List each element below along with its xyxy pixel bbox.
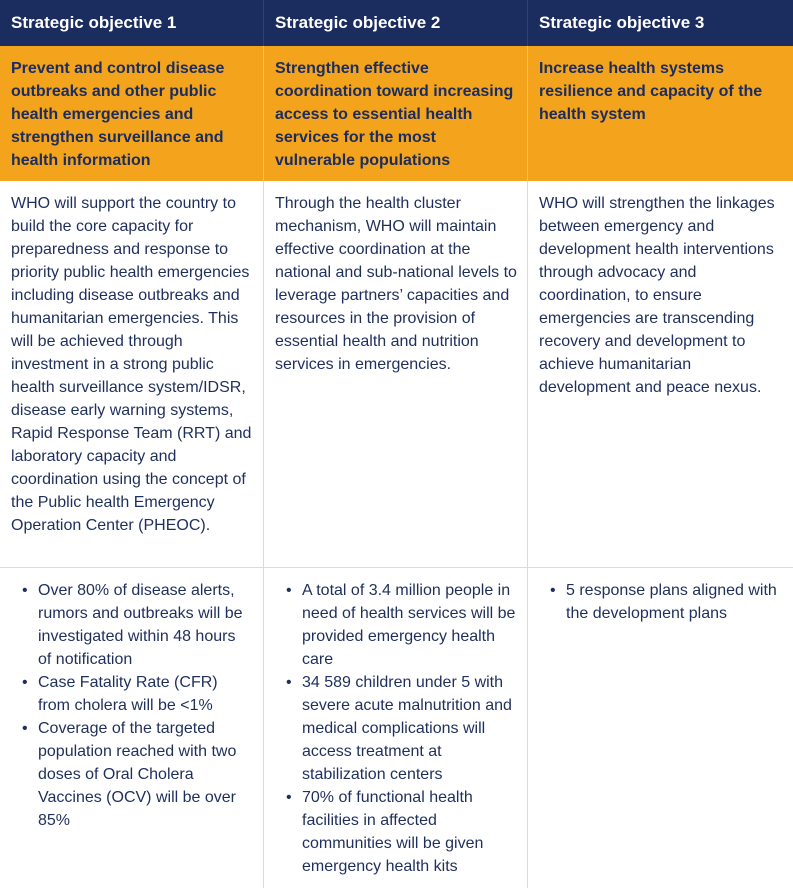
objective-1-target-list xyxy=(13,579,253,832)
bullet-icon: • xyxy=(550,582,556,599)
objective-3-heading: Strategic objective 3 xyxy=(528,0,793,46)
target-text: 34 589 children under 5 with severe acute malnutrition and medical complications will access treatment at stabilization centers xyxy=(302,674,512,783)
objective-2-target-list xyxy=(277,579,517,878)
list-item xyxy=(286,579,517,671)
list-item xyxy=(286,671,517,786)
bullet-icon: • xyxy=(22,674,28,691)
objective-3-target-list xyxy=(541,579,783,625)
objective-2-heading: Strategic objective 2 xyxy=(264,0,528,46)
target-text: 5 response plans aligned with the development plans xyxy=(566,582,777,622)
bullet-icon: • xyxy=(22,582,28,599)
target-text: Over 80% of disease alerts, rumors and outbreaks will be investigated within 48 hours of notification xyxy=(38,582,243,668)
bullet-icon: • xyxy=(286,674,292,691)
list-item xyxy=(22,671,253,717)
objective-1-targets xyxy=(0,568,264,888)
bullet-icon: • xyxy=(286,789,292,806)
target-text: A total of 3.4 million people in need of health services will be provided emergency health care xyxy=(302,582,516,668)
target-text: Case Fatality Rate (CFR) from cholera will be <1% xyxy=(38,674,218,714)
objective-1-goal: Prevent and control disease outbreaks and other public health emergencies and strengthen surveillance and health information xyxy=(0,46,264,181)
list-item xyxy=(22,579,253,671)
list-item xyxy=(550,579,783,625)
list-item xyxy=(286,786,517,878)
bullet-icon: • xyxy=(286,582,292,599)
objective-3-targets xyxy=(528,568,793,888)
objective-2-goal: Strengthen effective coordination toward increasing access to essential health services for the most vulnerable populations xyxy=(264,46,528,181)
objective-2-description: Through the health cluster mechanism, WHO will maintain effective coordination at the national and sub-national levels to leverage partners’ capacities and resources in the provision of essential health and nutrition services in emergencies. xyxy=(264,181,528,568)
list-item xyxy=(22,717,253,832)
bullet-icon: • xyxy=(22,720,28,737)
objective-2-targets xyxy=(264,568,528,888)
objective-3-goal: Increase health systems resilience and capacity of the health system xyxy=(528,46,793,181)
target-text: Coverage of the targeted population reached with two doses of Oral Cholera Vaccines (OCV) will be over 85% xyxy=(38,720,237,829)
objective-3-description: WHO will strengthen the linkages between emergency and development health interventions through advocacy and coordination, to ensure emergencies are transcending recovery and development to achieve humanitarian development and peace nexus. xyxy=(528,181,793,568)
objective-1-description: WHO will support the country to build the core capacity for preparedness and response to priority public health emergencies including disease outbreaks and humanitarian emergencies. This will be achieved through investment in a strong public health surveillance system/IDSR, disease early warning systems, Rapid Response Team (RRT) and laboratory capacity and coordination using the concept of the Public health Emergency Operation Center (PHEOC). xyxy=(0,181,264,568)
target-text: 70% of functional health facilities in affected communities will be given emergency health kits xyxy=(302,789,484,875)
objective-1-heading: Strategic objective 1 xyxy=(0,0,264,46)
